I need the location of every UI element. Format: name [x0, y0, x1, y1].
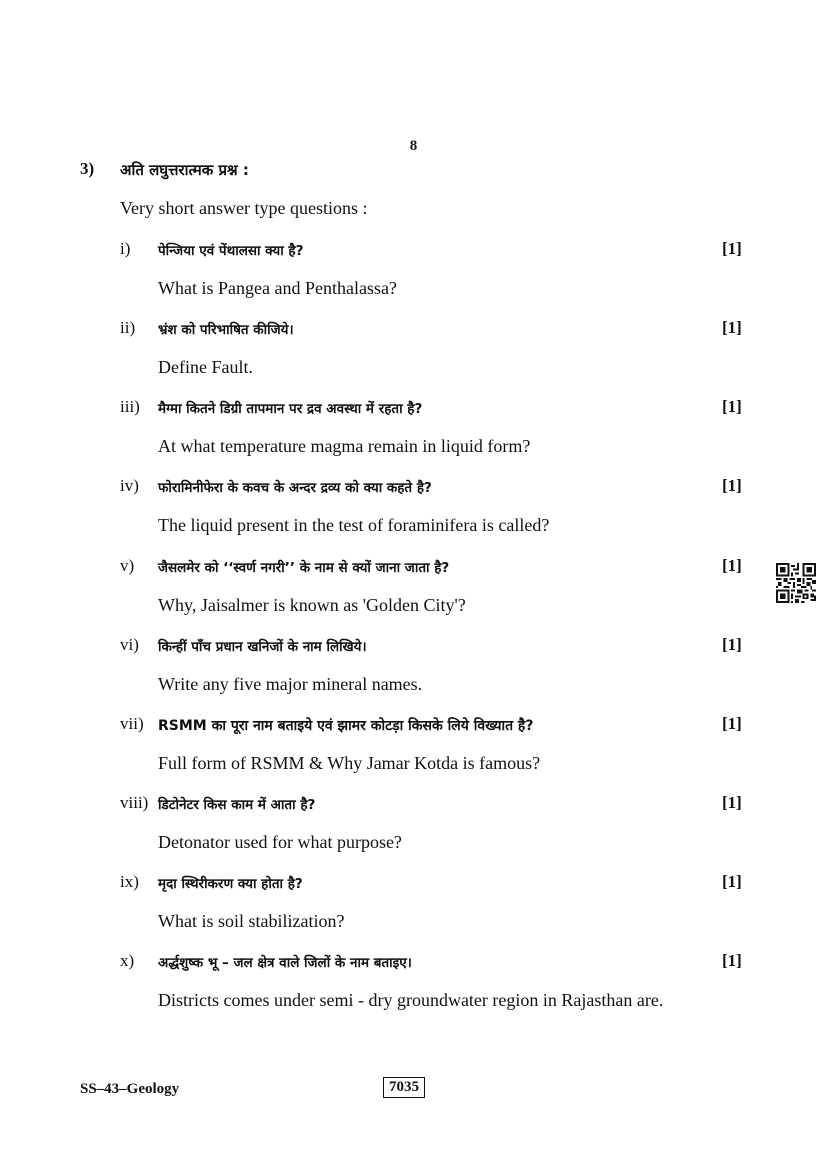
question-marks: [1]	[722, 872, 742, 891]
question-x	[0, 951, 827, 1031]
question-number: vii)	[120, 714, 144, 733]
question-iv	[0, 476, 827, 556]
question-text-english: Why, Jaisalmer is known as 'Golden City'?	[158, 595, 466, 615]
question-ix	[0, 872, 827, 952]
question-text-english: Districts comes under semi - dry groundwater region in Rajasthan are.	[158, 990, 664, 1010]
question-number: i)	[120, 239, 131, 258]
question-number: ii)	[120, 318, 136, 337]
question-text-hindi: डिटोनेटर किस काम में आता है?	[158, 797, 316, 813]
question-text-english: What is Pangea and Penthalassa?	[158, 278, 397, 298]
question-number: ix)	[120, 872, 139, 891]
question-vii	[0, 714, 827, 794]
question-text-english: The liquid present in the test of foraminifera is called?	[158, 515, 550, 535]
question-text-english: Detonator used for what purpose?	[158, 832, 402, 852]
question-text-english: What is soil stabilization?	[158, 911, 345, 931]
question-text-hindi: जैसलमेर को ‘‘स्वर्ण नगरी’’ के नाम से क्यों जाना जाता है?	[158, 560, 450, 576]
question-marks: [1]	[722, 239, 742, 258]
question-text-hindi: फोरामिनीफेरा के कवच के अन्दर द्रव्य को क्या कहते है?	[158, 480, 432, 496]
question-i	[0, 239, 827, 319]
section-title-english: Very short answer type questions :	[120, 198, 368, 218]
question-vi	[0, 635, 827, 715]
qr-code	[776, 563, 816, 603]
question-marks: [1]	[722, 556, 742, 575]
question-ii	[0, 318, 827, 398]
question-text-hindi: अर्द्धशुष्क भू – जल क्षेत्र वाले जिलों के नाम बताइए।	[158, 955, 412, 971]
question-marks: [1]	[722, 318, 742, 337]
footer-subject-code: SS–43–Geology	[80, 1081, 180, 1097]
question-marks: [1]	[722, 476, 742, 495]
question-marks: [1]	[722, 714, 742, 733]
section-number: 3)	[80, 159, 95, 178]
question-iii	[0, 397, 827, 477]
question-text-hindi: किन्हीं पाँच प्रधान खनिजों के नाम लिखिये।	[158, 639, 367, 655]
question-text-english: Define Fault.	[158, 357, 253, 377]
question-number: iii)	[120, 397, 140, 416]
question-v	[0, 556, 827, 636]
question-number: viii)	[120, 793, 149, 812]
question-number: x)	[120, 951, 135, 970]
footer-paper-code: 7035	[383, 1077, 425, 1098]
question-number: v)	[120, 556, 135, 575]
question-text-hindi: भ्रंश को परिभाषित कीजिये।	[158, 322, 294, 338]
question-text-english: Full form of RSMM & Why Jamar Kotda is famous?	[158, 753, 541, 773]
page-number: 8	[409, 138, 418, 154]
question-number: vi)	[120, 635, 139, 654]
question-marks: [1]	[722, 951, 742, 970]
question-marks: [1]	[722, 397, 742, 416]
question-text-english: At what temperature magma remain in liquid form?	[158, 436, 531, 456]
question-text-hindi: पेन्जिया एवं पेंथालसा क्या है?	[158, 243, 304, 259]
question-text-english: Write any five major mineral names.	[158, 674, 423, 694]
question-marks: [1]	[722, 793, 742, 812]
question-text-hindi: मृदा स्थिरीकरण क्या होता है?	[158, 876, 303, 892]
question-text-hindi: RSMM का पूरा नाम बताइये एवं झामर कोटड़ा किसके लिये विख्यात है?	[158, 718, 534, 734]
question-viii	[0, 793, 827, 873]
question-text-hindi: मैग्मा कितने डिग्री तापमान पर द्रव अवस्था में रहता है?	[158, 401, 423, 417]
section-title-hindi: अति लघुत्तरात्मक प्रश्न :	[120, 161, 249, 179]
question-number: iv)	[120, 476, 139, 495]
question-marks: [1]	[722, 635, 742, 654]
